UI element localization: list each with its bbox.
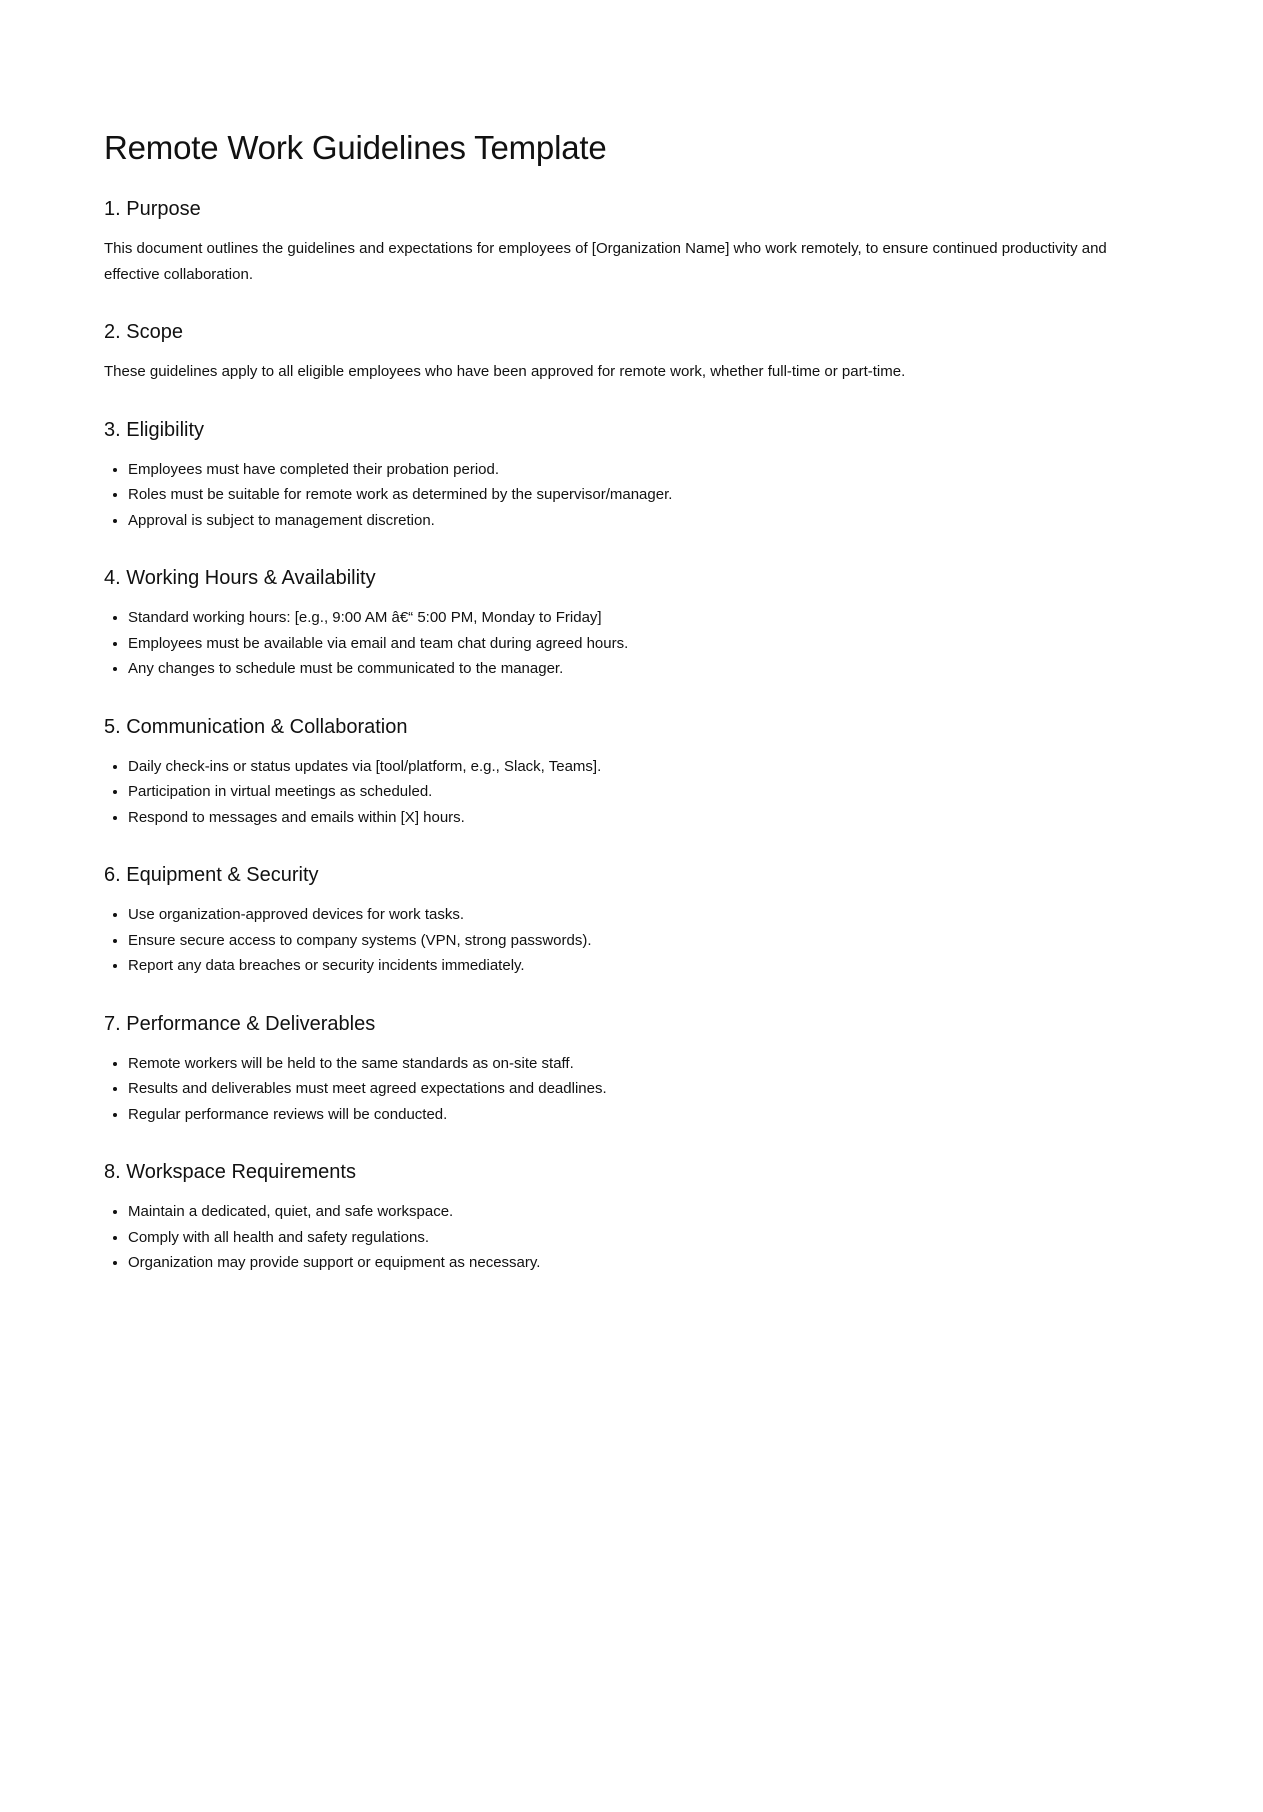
bullet-list — [104, 457, 1164, 534]
bullet-list — [104, 605, 1164, 682]
section — [104, 196, 1164, 287]
section-heading: 5. Communication & Collaboration — [104, 715, 408, 738]
section — [104, 1159, 1164, 1276]
bullet-list — [104, 754, 1164, 831]
section — [104, 319, 1164, 385]
list-item: • Ensure secure access to company systems (VPN, strong passwords). — [128, 928, 1164, 954]
sections — [104, 196, 1164, 1276]
section-heading: 3. Eligibility — [104, 418, 205, 441]
section — [104, 417, 1164, 534]
list-item: • Regular performance reviews will be conducted. — [128, 1102, 1164, 1128]
list-item: • Report any data breaches or security incidents immediately. — [128, 953, 1164, 979]
list-item: • Results and deliverables must meet agreed expectations and deadlines. — [128, 1076, 1164, 1102]
list-item: • Employees must be available via email and team chat during agreed hours. — [128, 631, 1164, 657]
section-paragraph: These guidelines apply to all eligible employees who have been approved for remote work, whether full-time or part-time. — [104, 363, 906, 380]
section-heading: 1. Purpose — [104, 198, 201, 220]
section — [104, 565, 1164, 682]
section — [104, 862, 1164, 979]
list-item: • Employees must have completed their probation period. — [128, 457, 1164, 483]
section — [104, 1011, 1164, 1128]
document — [104, 128, 1164, 1308]
section-heading: 2. Scope — [104, 321, 183, 343]
bullet-list — [104, 1199, 1164, 1276]
list-item: • Daily check-ins or status updates via [tool/platform, e.g., Slack, Teams]. — [128, 754, 1164, 780]
section-heading: 7. Performance & Deliverables — [104, 1012, 376, 1035]
bullet-list — [104, 902, 1164, 979]
list-item: • Standard working hours: [e.g., 9:00 AM â€“ 5:00 PM, Monday to Friday] — [128, 605, 1164, 631]
page-title: Remote Work Guidelines Template — [104, 129, 607, 166]
list-item: • Organization may provide support or equipment as necessary. — [128, 1250, 1164, 1276]
list-item: • Remote workers will be held to the same standards as on-site staff. — [128, 1051, 1164, 1077]
list-item: • Maintain a dedicated, quiet, and safe workspace. — [128, 1199, 1164, 1225]
list-item: • Participation in virtual meetings as scheduled. — [128, 779, 1164, 805]
list-item: • Use organization-approved devices for work tasks. — [128, 902, 1164, 928]
list-item: • Approval is subject to management discretion. — [128, 508, 1164, 534]
section-heading: 4. Working Hours & Availability — [104, 567, 376, 589]
section-paragraph: This document outlines the guidelines and expectations for employees of [Organization Name] who work remotely, to ensure continued productivity and effective collaboration. — [104, 240, 1107, 283]
list-item: • Roles must be suitable for remote work as determined by the supervisor/manager. — [128, 482, 1164, 508]
list-item: • Respond to messages and emails within [X] hours. — [128, 805, 1164, 831]
section — [104, 714, 1164, 831]
section-heading: 6. Equipment & Security — [104, 864, 319, 886]
bullet-list — [104, 1051, 1164, 1128]
section-heading: 8. Workspace Requirements — [104, 1161, 356, 1183]
list-item: • Comply with all health and safety regulations. — [128, 1225, 1164, 1251]
list-item: • Any changes to schedule must be communicated to the manager. — [128, 656, 1164, 682]
